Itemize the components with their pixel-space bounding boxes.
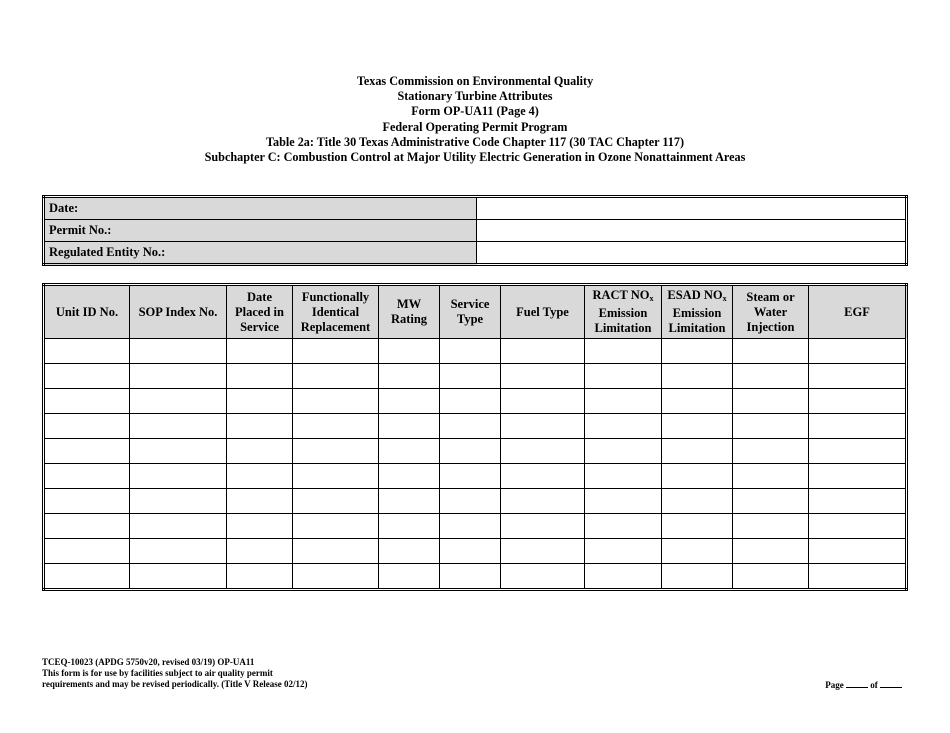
table-cell-input[interactable] [293, 489, 379, 514]
table-cell-input[interactable] [809, 564, 907, 590]
table-cell-input[interactable] [662, 514, 733, 539]
table-cell-input[interactable] [379, 414, 440, 439]
column-header [44, 285, 130, 339]
column-header-text: Date [247, 289, 272, 304]
table-cell-input[interactable] [733, 539, 809, 564]
column-header-text: Service [240, 319, 279, 334]
table-cell-input[interactable] [440, 414, 501, 439]
table-cell-input[interactable] [809, 464, 907, 489]
column-header-text: Limitation [668, 321, 726, 335]
table-cell-input[interactable] [130, 564, 227, 590]
column-header-text: Water [753, 304, 788, 319]
table-cell-input[interactable] [440, 514, 501, 539]
table-cell-input[interactable] [293, 364, 379, 389]
table-cell-input[interactable] [733, 414, 809, 439]
column-header [227, 285, 293, 339]
table-cell-input[interactable] [809, 339, 907, 364]
table-cell-input[interactable] [809, 514, 907, 539]
table-cell-input[interactable] [501, 564, 585, 590]
table-cell-input[interactable] [733, 439, 809, 464]
table-cell-input[interactable] [227, 514, 293, 539]
column-header-text: Unit ID No. [55, 304, 119, 319]
table-cell-input[interactable] [293, 389, 379, 414]
table-cell-input[interactable] [440, 489, 501, 514]
table-row [44, 364, 907, 389]
column-header-text: RACT NO [592, 288, 650, 302]
table-cell-input[interactable] [662, 339, 733, 364]
permit-info-table [42, 195, 908, 266]
column-header-text: Placed in [235, 304, 284, 319]
column-header-text: ESAD NO [667, 288, 723, 302]
table-cell-input[interactable] [501, 414, 585, 439]
table-cell-input[interactable] [662, 439, 733, 464]
form-footer [42, 657, 308, 690]
table-cell-input[interactable] [662, 464, 733, 489]
table-cell-input[interactable] [662, 564, 733, 590]
table-cell-input[interactable] [293, 539, 379, 564]
table-cell-input[interactable] [379, 389, 440, 414]
table-cell-input[interactable] [662, 414, 733, 439]
table-cell-input[interactable] [733, 564, 809, 590]
column-header [585, 285, 662, 339]
table-cell-input[interactable] [227, 414, 293, 439]
table-row [44, 539, 907, 564]
table-cell-input[interactable] [293, 439, 379, 464]
table-cell-input[interactable] [662, 389, 733, 414]
table-cell-input[interactable] [501, 514, 585, 539]
table-cell-input[interactable] [44, 564, 130, 590]
column-header-text: MW [396, 297, 422, 311]
column-header-text: Functionally [301, 289, 370, 304]
table-cell-input[interactable] [501, 439, 585, 464]
table-cell-input[interactable] [227, 464, 293, 489]
table-cell-input[interactable] [227, 539, 293, 564]
column-header-subscript: x [722, 294, 727, 303]
table-title: Table 2a: Title 30 Texas Administrative Code Chapter 117 (30 TAC Chapter 117) [265, 134, 685, 149]
page-number-blank[interactable] [846, 679, 868, 688]
column-header [440, 285, 501, 339]
column-header [662, 285, 733, 339]
table-cell-input[interactable] [379, 339, 440, 364]
table-cell-input[interactable] [293, 564, 379, 590]
table-cell-input[interactable] [44, 339, 130, 364]
column-header-text: Injection [746, 319, 795, 334]
table-cell-input[interactable] [585, 464, 662, 489]
column-header-text: Rating [390, 312, 428, 326]
column-header-text: Service [450, 297, 490, 311]
table-cell-input[interactable] [379, 564, 440, 590]
table-cell-input[interactable] [809, 439, 907, 464]
table-cell-input[interactable] [130, 439, 227, 464]
table-cell-input[interactable] [130, 514, 227, 539]
table-cell-input[interactable] [440, 464, 501, 489]
table-cell-input[interactable] [227, 489, 293, 514]
info-row [44, 242, 907, 265]
page-label: Page [825, 680, 844, 690]
column-header-text: Steam or [746, 289, 795, 304]
column-header-text: EGF [844, 304, 870, 319]
table-cell-input[interactable] [585, 339, 662, 364]
table-cell-input[interactable] [809, 539, 907, 564]
info-label: Permit No.: [44, 220, 477, 242]
table-cell-input[interactable] [733, 464, 809, 489]
table-cell-input[interactable] [44, 514, 130, 539]
column-header-text: Replacement [300, 319, 371, 334]
turbine-attributes-table [42, 283, 908, 591]
table-cell-input[interactable] [662, 364, 733, 389]
table-cell-input[interactable] [501, 364, 585, 389]
table-cell-input[interactable] [227, 439, 293, 464]
column-header-text: Emission [672, 306, 722, 320]
table-cell-input[interactable] [44, 489, 130, 514]
table-cell-input[interactable] [293, 464, 379, 489]
table-cell-input[interactable] [440, 364, 501, 389]
table-cell-input[interactable] [733, 514, 809, 539]
table-cell-input[interactable] [809, 389, 907, 414]
table-cell-input[interactable] [130, 414, 227, 439]
table-cell-input[interactable] [585, 539, 662, 564]
table-cell-input[interactable] [501, 339, 585, 364]
table-cell-input[interactable] [809, 414, 907, 439]
column-header-text: Fuel Type [516, 304, 569, 319]
of-label: of [870, 680, 878, 690]
page-counter [825, 679, 902, 690]
table-cell-input[interactable] [130, 339, 227, 364]
column-header-text: Type [456, 312, 484, 326]
table-cell-input[interactable] [662, 539, 733, 564]
table-cell-input[interactable] [44, 539, 130, 564]
column-header-text: Limitation [594, 321, 652, 335]
table-cell-input[interactable] [379, 464, 440, 489]
table-cell-input[interactable] [44, 464, 130, 489]
table-cell-input[interactable] [733, 389, 809, 414]
table-cell-input[interactable] [44, 364, 130, 389]
column-header [293, 285, 379, 339]
table-cell-input[interactable] [809, 364, 907, 389]
table-cell-input[interactable] [379, 364, 440, 389]
table-cell-input[interactable] [440, 439, 501, 464]
table-cell-input[interactable] [379, 489, 440, 514]
column-header [733, 285, 809, 339]
table-cell-input[interactable] [440, 389, 501, 414]
table-cell-input[interactable] [293, 514, 379, 539]
table-cell-input[interactable] [662, 489, 733, 514]
table-row [44, 439, 907, 464]
form-subject: Stationary Turbine Attributes [397, 89, 553, 104]
column-header [501, 285, 585, 339]
table-cell-input[interactable] [733, 364, 809, 389]
table-cell-input[interactable] [440, 539, 501, 564]
table-cell-input[interactable] [585, 389, 662, 414]
agency-title: Texas Commission on Environmental Quality [356, 74, 594, 88]
column-header-row [44, 285, 907, 339]
table-cell-input[interactable] [44, 389, 130, 414]
table-cell-input[interactable] [585, 414, 662, 439]
table-row [44, 339, 907, 364]
column-header-text: Identical [311, 304, 360, 319]
table-cell-input[interactable] [501, 539, 585, 564]
page-total-blank[interactable] [880, 679, 902, 688]
column-header-subscript: x [649, 294, 654, 303]
table-cell-input[interactable] [44, 414, 130, 439]
table-cell-input[interactable] [585, 489, 662, 514]
table-cell-input[interactable] [501, 389, 585, 414]
table-row [44, 564, 907, 590]
table-cell-input[interactable] [130, 464, 227, 489]
info-label: Regulated Entity No.: [44, 242, 477, 265]
table-cell-input[interactable] [501, 464, 585, 489]
column-header [809, 285, 907, 339]
subchapter-title: Subchapter C: Combustion Control at Major Utility Electric Generation in Ozone Nonattainment Areas [204, 150, 746, 165]
column-header [379, 285, 440, 339]
table-cell-input[interactable] [585, 439, 662, 464]
info-value-field[interactable] [477, 242, 907, 265]
column-header-text: Emission [598, 306, 648, 320]
table-cell-input[interactable] [440, 564, 501, 590]
info-row [44, 197, 907, 220]
table-cell-input[interactable] [130, 539, 227, 564]
form-revision: TCEQ-10023 (APDG 5750v20, revised 03/19) OP-UA11 [42, 657, 255, 667]
column-header [130, 285, 227, 339]
info-row [44, 220, 907, 242]
table-cell-input[interactable] [44, 439, 130, 464]
column-header-text: SOP Index No. [138, 304, 218, 319]
form-number: Form OP-UA11 (Page 4) [411, 104, 539, 119]
table-cell-input[interactable] [293, 339, 379, 364]
form-usage-note: This form is for use by facilities subject to air quality permit [42, 668, 273, 678]
info-label: Date: [44, 197, 477, 220]
table-row [44, 514, 907, 539]
program-name: Federal Operating Permit Program [382, 119, 568, 134]
table-cell-input[interactable] [130, 389, 227, 414]
table-cell-input[interactable] [501, 489, 585, 514]
info-value-field[interactable] [477, 220, 907, 242]
table-cell-input[interactable] [227, 364, 293, 389]
table-cell-input[interactable] [227, 339, 293, 364]
table-cell-input[interactable] [379, 439, 440, 464]
table-cell-input[interactable] [809, 489, 907, 514]
table-cell-input[interactable] [227, 564, 293, 590]
table-cell-input[interactable] [585, 514, 662, 539]
table-cell-input[interactable] [130, 364, 227, 389]
table-cell-input[interactable] [293, 414, 379, 439]
info-value-field[interactable] [477, 197, 907, 220]
table-row [44, 389, 907, 414]
table-cell-input[interactable] [379, 514, 440, 539]
table-cell-input[interactable] [585, 364, 662, 389]
table-cell-input[interactable] [733, 489, 809, 514]
table-cell-input[interactable] [379, 539, 440, 564]
table-cell-input[interactable] [227, 389, 293, 414]
form-usage-note-cont: requirements and may be revised periodically. (Title V Release 02/12) [42, 679, 308, 689]
table-cell-input[interactable] [733, 339, 809, 364]
table-cell-input[interactable] [440, 339, 501, 364]
table-cell-input[interactable] [585, 564, 662, 590]
table-cell-input[interactable] [130, 489, 227, 514]
table-row [44, 464, 907, 489]
form-header [0, 74, 950, 165]
table-row [44, 414, 907, 439]
table-row [44, 489, 907, 514]
